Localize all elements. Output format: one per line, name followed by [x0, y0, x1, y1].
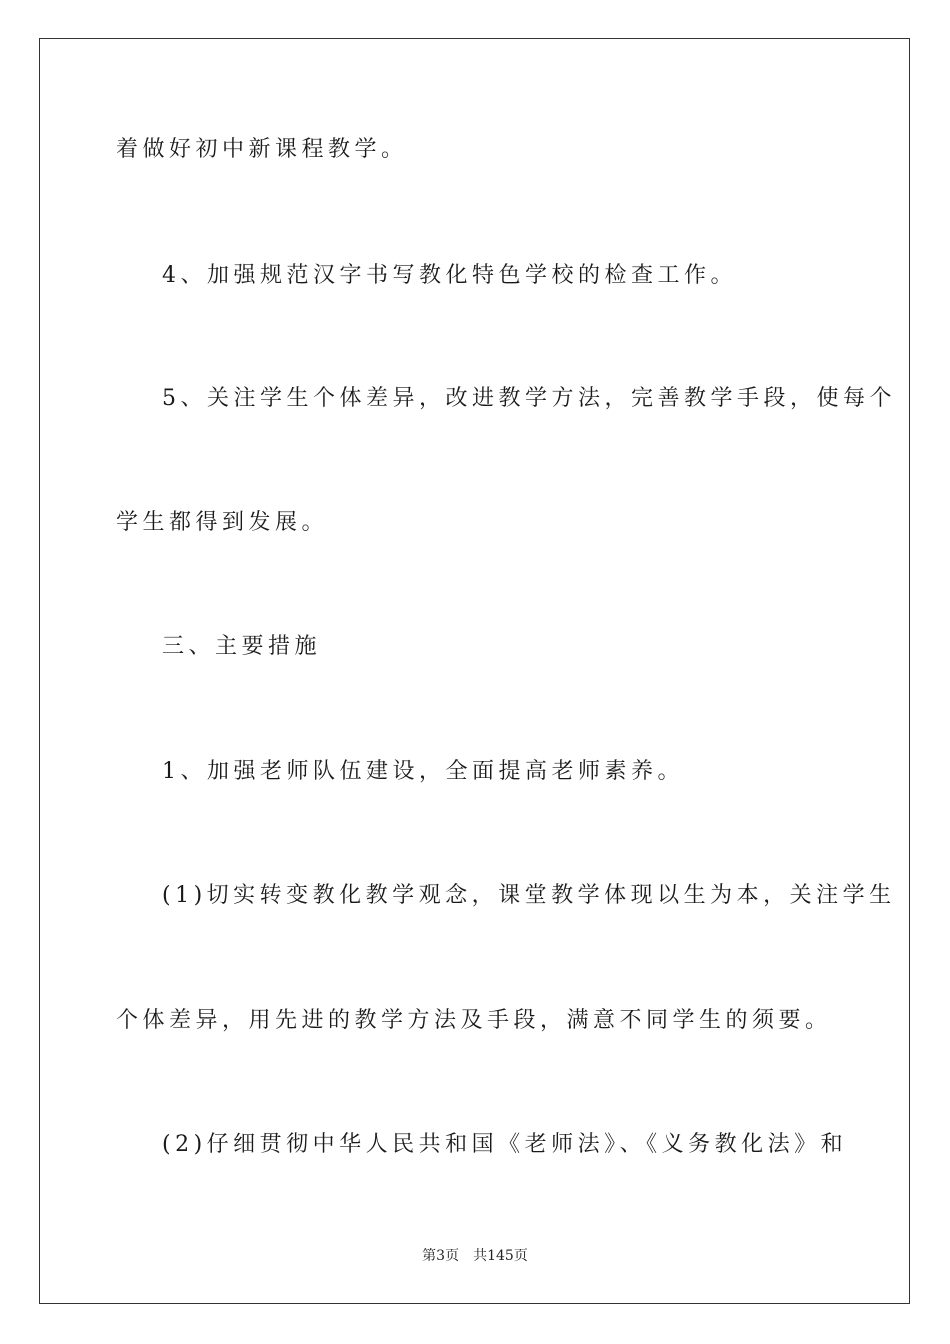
section-heading: 三、主要措施: [162, 634, 322, 659]
page-border: [39, 38, 910, 1304]
total-pages: 共145页: [473, 1248, 528, 1264]
page-footer: [0, 1247, 950, 1265]
paragraph-line: 个体差异，用先进的教学方法及手段，满意不同学生的须要。: [116, 1008, 832, 1033]
paragraph-line: (2)仔细贯彻中华人民共和国《老师法》、《义务教化法》和: [162, 1132, 848, 1157]
paragraph-line: 5、关注学生个体差异，改进教学方法，完善教学手段，使每个: [162, 386, 896, 411]
paragraph-line: 学生都得到发展。: [116, 510, 329, 535]
paragraph-line: 着做好初中新课程教学。: [116, 137, 408, 162]
paragraph-line: (1)切实转变教化教学观念，课堂教学体现以生为本，关注学生: [162, 883, 896, 908]
paragraph-line: 1、加强老师队伍建设，全面提高老师素养。: [162, 759, 684, 784]
paragraph-line: 4、加强规范汉字书写教化特色学校的检查工作。: [162, 263, 737, 288]
page-number: 第3页: [422, 1248, 460, 1264]
